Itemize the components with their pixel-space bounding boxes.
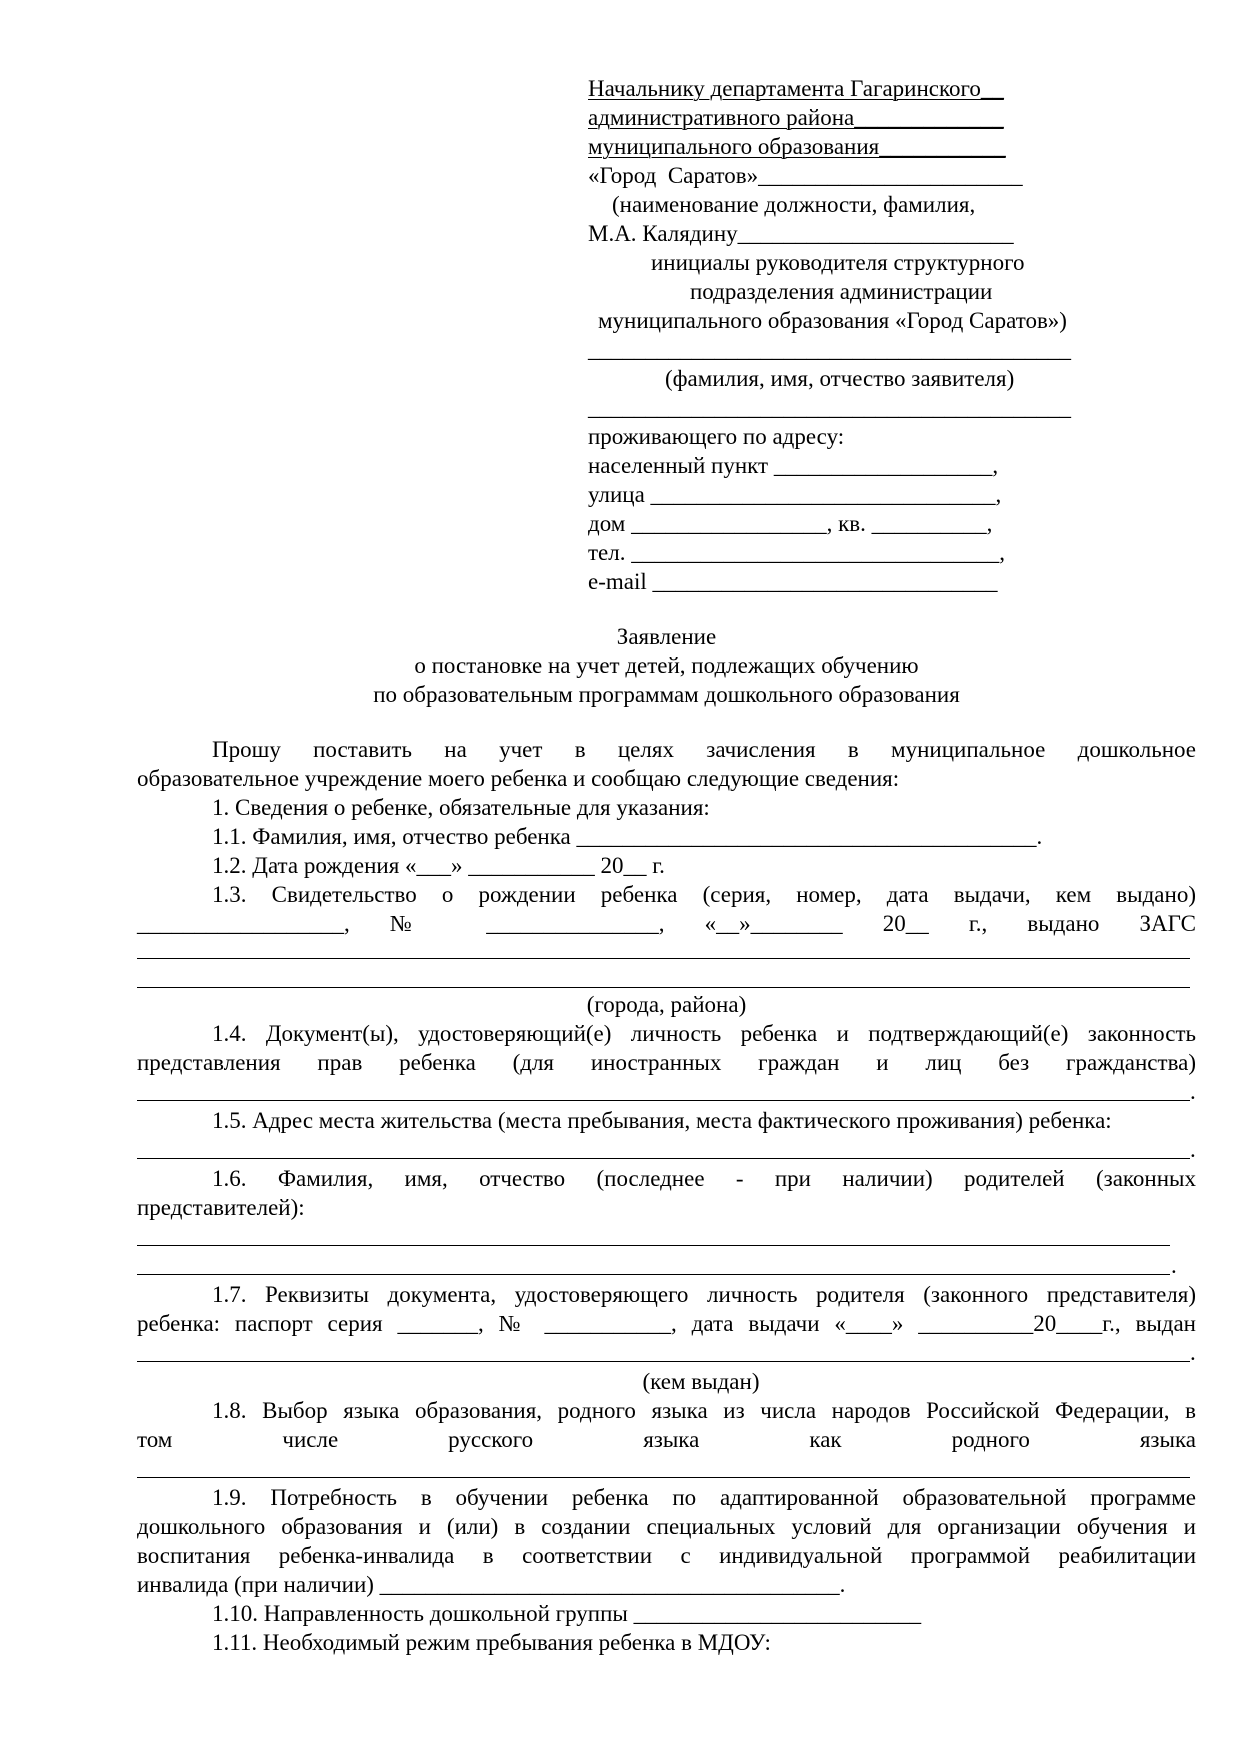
field-1-5-rule — [137, 1158, 1190, 1159]
field-1-6-rule-1 — [137, 1245, 1170, 1246]
field-1-6-line-1: 1.6. Фамилия, имя, отчество (последнее - при наличии) родителей (законных — [212, 1166, 1196, 1191]
field-1-8-rule — [137, 1477, 1190, 1478]
addressee-line-4: «Город Саратов»_______________________ — [588, 163, 1023, 188]
field-1-3-rule-1 — [137, 958, 1190, 959]
field-1-4-line-1: 1.4. Документ(ы), удостоверяющий(е) личность ребенка и подтверждающий(е) законность — [212, 1021, 1196, 1046]
field-1-5-address: 1.5. Адрес места жительства (места пребывания, места фактического проживания) ребенка: — [212, 1108, 1112, 1133]
field-1-11-stay-mode: 1.11. Необходимый режим пребывания ребенка в МДОУ: — [212, 1630, 771, 1655]
field-1-9-line-1: 1.9. Потребность в обучении ребенка по адаптированной образовательной программе — [212, 1485, 1196, 1510]
addressee-line-7: инициалы руководителя структурного — [651, 250, 1025, 275]
addressee-line-11: (фамилия, имя, отчество заявителя) — [665, 366, 1015, 391]
field-1-8-line-1: 1.8. Выбор языка образования, родного языка из числа народов Российской Федерации, в — [212, 1398, 1196, 1423]
addressee-line-15: улица ______________________________, — [588, 482, 1002, 507]
field-1-4-dot: . — [1190, 1079, 1196, 1104]
intro-line-2: образовательное учреждение моего ребенка и сообщаю следующие сведения: — [137, 766, 900, 791]
addressee-line-10: __________________________________________ — [588, 337, 1071, 362]
field-1-6-rule-2 — [137, 1274, 1170, 1275]
section-1-heading: 1. Сведения о ребенке, обязательные для указания: — [212, 795, 710, 820]
addressee-line-18: e-mail ______________________________ — [588, 569, 998, 594]
addressee-line-12: __________________________________________ — [588, 395, 1071, 420]
field-1-7-line-2: ребенка: паспорт серия _______, № ___________, дата выдачи «____» __________20____г., выдан — [137, 1311, 1196, 1336]
addressee-line-13: проживающего по адресу: — [588, 424, 845, 449]
field-1-8-line-2: том числе русского языка как родного языка — [137, 1427, 1196, 1452]
field-1-3-caption: (города, района) — [586, 992, 747, 1017]
addressee-line-9: муниципального образования «Город Саратов») — [598, 308, 1067, 333]
addressee-line-6: М.А. Калядину________________________ — [588, 221, 1014, 246]
field-1-9-line-2: дошкольного образования и (или) в создании специальных условий для организации обучения и — [137, 1514, 1196, 1539]
field-1-5-dot: . — [1190, 1137, 1196, 1162]
addressee-line-17: тел. ________________________________, — [588, 540, 1005, 565]
field-1-9-line-3: воспитания ребенка-инвалида в соответствии с индивидуальной программой реабилитации — [137, 1543, 1196, 1568]
field-1-7-dot: . — [1190, 1340, 1196, 1365]
field-1-10-group-focus: 1.10. Направленность дошкольной группы _________________________ — [212, 1601, 922, 1626]
field-1-9-line-4: инвалида (при наличии) ________________________________________. — [137, 1572, 846, 1597]
field-1-7-line-1: 1.7. Реквизиты документа, удостоверяющего личность родителя (законного представителя) — [212, 1282, 1196, 1307]
addressee-line-8: подразделения администрации — [690, 279, 993, 304]
document-subtitle-1: о постановке на учет детей, подлежащих обучению — [414, 653, 919, 678]
field-1-6-line-2: представителей): — [137, 1195, 305, 1220]
addressee-line-14: населенный пункт ___________________, — [588, 453, 999, 478]
field-1-4-line-2: представления прав ребенка (для иностранных граждан и лиц без гражданства) — [137, 1050, 1196, 1075]
addressee-line-1: Начальнику департамента Гагаринского__ — [588, 76, 1004, 101]
field-1-2-birth-date: 1.2. Дата рождения «___» ___________ 20__ г. — [212, 853, 665, 878]
field-1-7-caption: (кем выдан) — [642, 1369, 760, 1394]
field-1-3-line-2: __________________, № _______________, «__»________ 20__ г., выдано ЗАГС — [137, 911, 1196, 936]
addressee-line-2: административного района_____________ — [588, 105, 1004, 130]
addressee-line-3: муниципального образования___________ — [588, 134, 1006, 159]
intro-line-1: Прошу поставить на учет в целях зачисления в муниципальное дошкольное — [212, 737, 1196, 762]
addressee-line-16: дом _________________, кв. __________, — [588, 511, 993, 536]
field-1-3-rule-2 — [137, 987, 1190, 988]
field-1-6-dot: . — [1171, 1253, 1177, 1278]
field-1-1-child-name: 1.1. Фамилия, имя, отчество ребенка ________________________________________. — [212, 824, 1043, 849]
addressee-line-5: (наименование должности, фамилия, — [612, 192, 976, 217]
field-1-7-rule — [137, 1361, 1190, 1362]
field-1-4-rule — [137, 1100, 1190, 1101]
document-title: Заявление — [616, 624, 717, 649]
field-1-3-line-1: 1.3. Свидетельство о рождении ребенка (серия, номер, дата выдачи, кем выдано) — [212, 882, 1196, 907]
document-subtitle-2: по образовательным программам дошкольного образования — [373, 682, 960, 707]
